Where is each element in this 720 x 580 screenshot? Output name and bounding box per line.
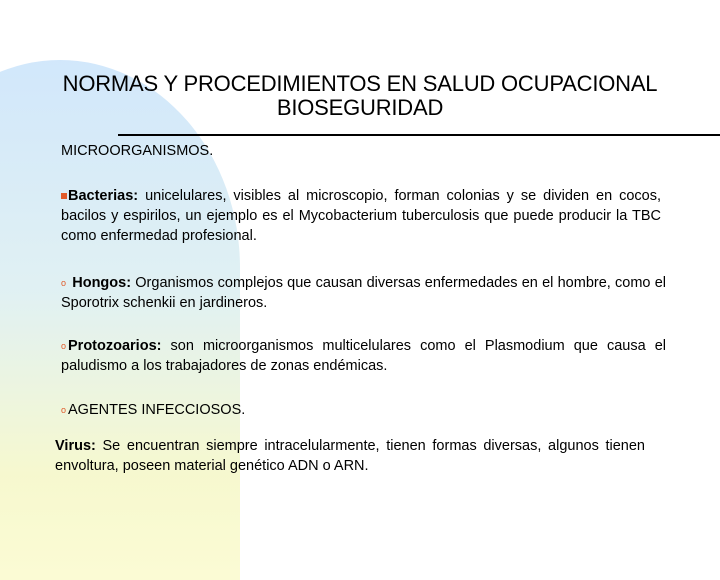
paragraph-hongos bbox=[61, 273, 666, 313]
title-line-2: BIOSEGURIDAD bbox=[276, 95, 444, 120]
text-hongos: Organismos complejos que causan diversas enfermedades en el hombre, como el Sporotrix schenkii en jardineros. bbox=[61, 275, 667, 311]
paragraph-bacterias bbox=[61, 186, 661, 246]
circle-bullet-icon: o bbox=[61, 405, 67, 415]
agentes-heading: AGENTES INFECCIOSOS. bbox=[68, 402, 246, 418]
term-hongos: Hongos: bbox=[72, 275, 132, 291]
term-protozoarios: Protozoarios: bbox=[68, 338, 162, 354]
circle-bullet-icon: o bbox=[61, 278, 67, 288]
section-heading: MICROORGANISMOS. bbox=[61, 143, 214, 159]
background-decoration bbox=[0, 60, 240, 580]
paragraph-virus bbox=[55, 436, 645, 476]
circle-bullet-icon: o bbox=[61, 341, 67, 351]
text-virus: Se encuentran siempre intracelularmente, tienen formas diversas, algunos tienen envoltura, poseen material genético ADN o ARN. bbox=[55, 438, 645, 474]
text-bacterias: unicelulares, visibles al microscopio, forman colonias y se dividen en cocos, bacilos y espirilos, un ejemplo es el Mycobacterium tuberculosis que puede producir la TBC como enfermedad profesional. bbox=[61, 188, 661, 244]
slide-title bbox=[20, 72, 700, 120]
title-divider bbox=[118, 134, 720, 136]
text-protozoarios: son microorganismos multicelulares como el Plasmodium que causa el paludismo a los trabajadores de zonas endémicas. bbox=[61, 338, 666, 374]
paragraph-agentes bbox=[61, 400, 245, 420]
term-virus: Virus: bbox=[55, 438, 96, 454]
title-line-1: NORMAS Y PROCEDIMIENTOS EN SALUD OCUPACIONAL bbox=[62, 71, 658, 96]
term-bacterias: Bacterias: bbox=[68, 188, 139, 204]
paragraph-protozoarios bbox=[61, 336, 666, 376]
square-bullet-icon bbox=[61, 193, 67, 199]
